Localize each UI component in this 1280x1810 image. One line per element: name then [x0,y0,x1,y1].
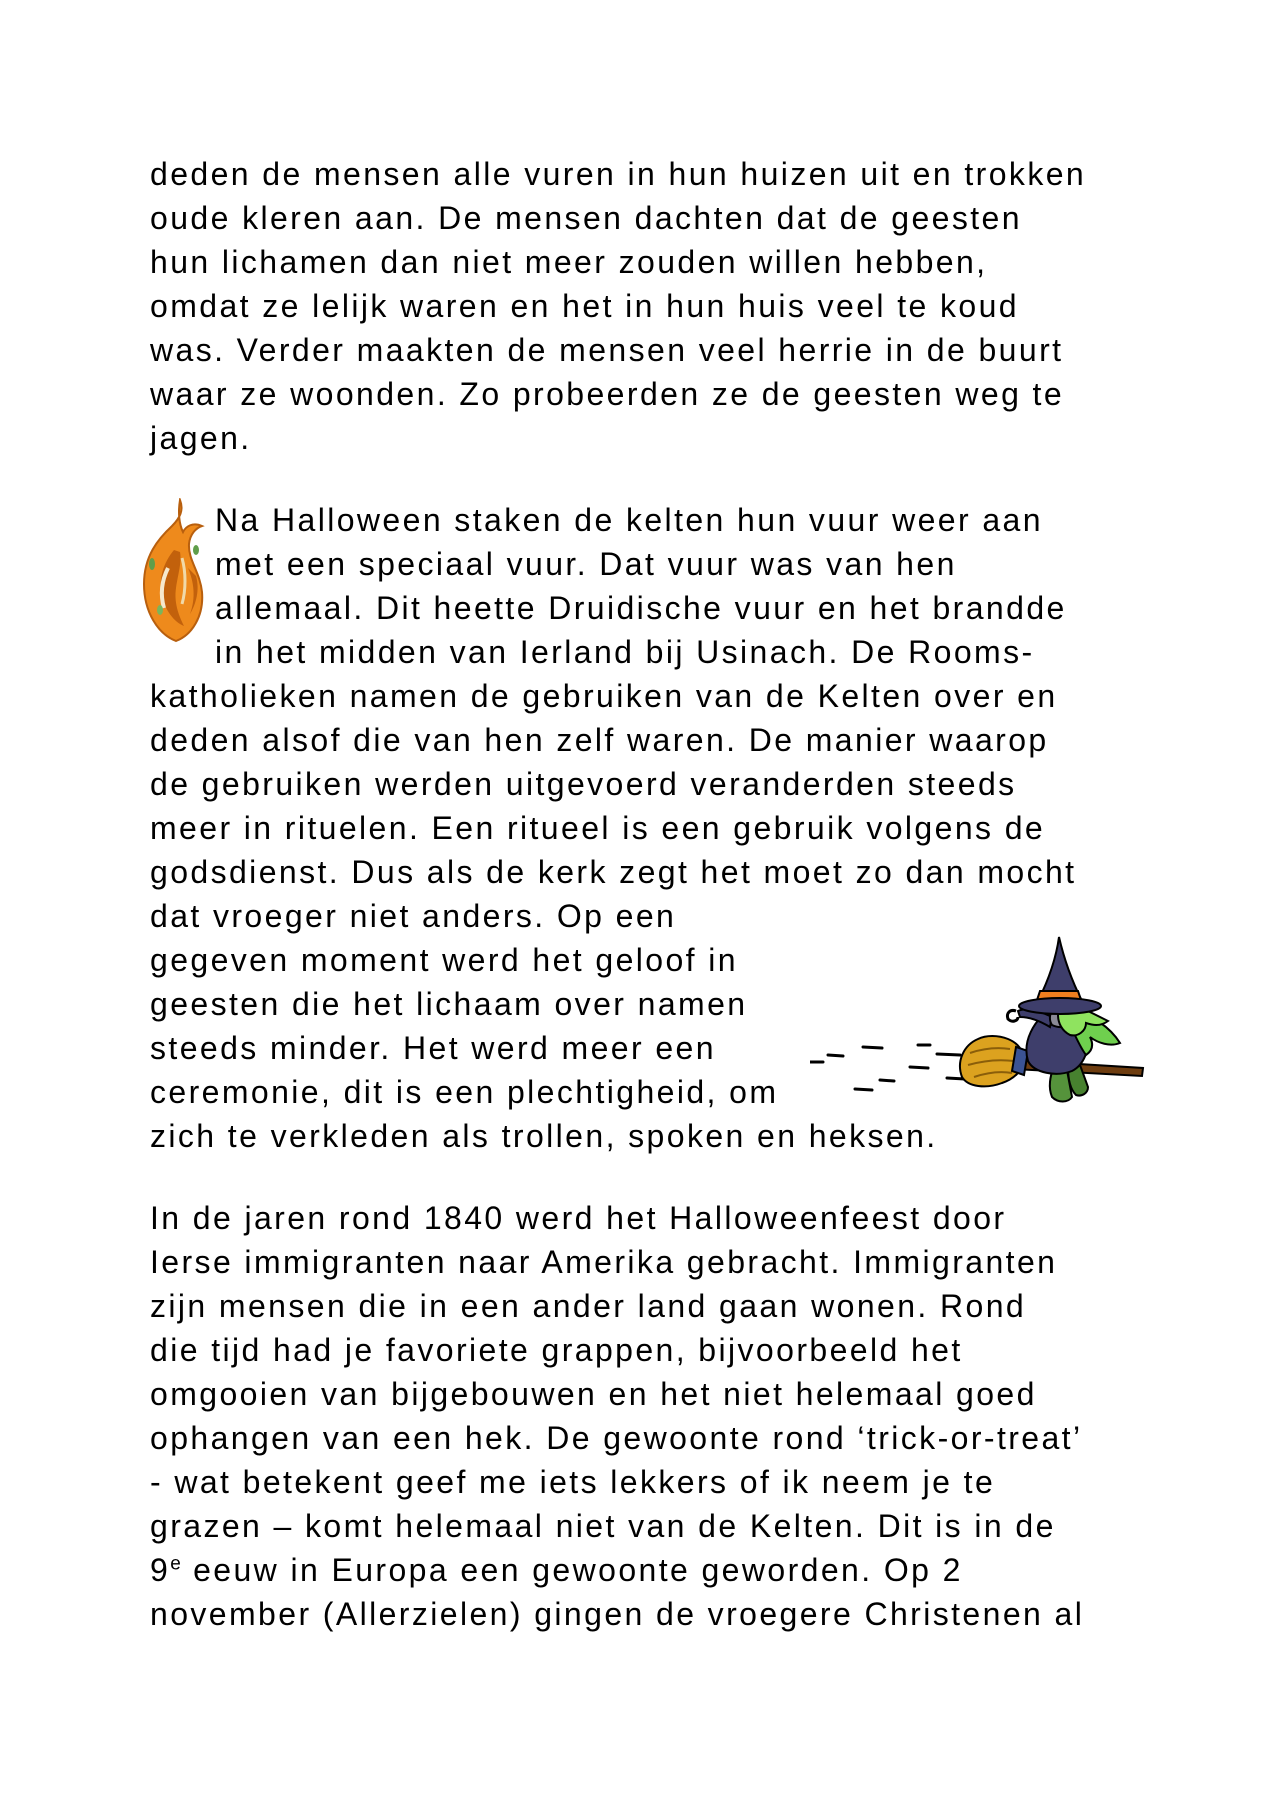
text-line: waar ze woonden. Zo probeerden ze de geesten weg te [150,376,1065,412]
text-line: november (Allerzielen) gingen de vroegere Christenen al [150,1596,1085,1632]
text-line: jagen. [150,420,252,456]
text-line: Na Halloween staken de kelten hun vuur weer aan [215,502,1043,538]
text-line [150,1548,1084,1592]
text-line: allemaal. Dit heette Druidische vuur en het brandde [215,590,1067,626]
text-line: omdat ze lelijk waren en het in hun huis veel te koud [150,288,1019,324]
text-line: steeds minder. Het werd meer een [150,1030,716,1066]
text-line: grazen – komt helemaal niet van de Kelten. Dit is in de [150,1508,1056,1544]
text-line: geesten die het lichaam over namen [150,986,748,1022]
line-base-text: 9 [150,1552,171,1588]
paragraph-1 [150,152,1086,460]
text-line: zich te verkleden als trollen, spoken en heksen. [150,1118,938,1154]
text-line: katholieken namen de gebruiken van de Kelten over en [150,678,1058,714]
paragraph-3 [150,1196,1084,1636]
text-line: ophangen van een hek. De gewoonte rond ‘trick-or-treat’ [150,1420,1083,1456]
text-line: zijn mensen die in een ander land gaan wonen. Rond [150,1288,1027,1324]
motion-dashes-icon [810,1045,965,1090]
text-line: gegeven moment werd het geloof in [150,942,738,978]
superscript-e: e [170,1553,182,1575]
text-line: Ierse immigranten naar Amerika gebracht. Immigranten [150,1244,1058,1280]
text-line: meer in rituelen. Een ritueel is een gebruik volgens de [150,810,1046,846]
witch-on-broom-icon [810,933,1155,1108]
line-rest-text: eeuw in Europa een gewoonte geworden. Op 2 [181,1552,963,1588]
text-line: die tijd had je favoriete grappen, bijvoorbeeld het [150,1332,963,1368]
text-line: in het midden van Ierland bij Usinach. De Rooms- [215,634,1035,670]
text-line: godsdienst. Dus als de kerk zegt het moet zo dan mocht [150,854,1077,890]
text-line: deden alsof die van hen zelf waren. De manier waarop [150,722,1049,758]
text-line: ceremonie, dit is een plechtigheid, om [150,1074,779,1110]
text-line: met een speciaal vuur. Dat vuur was van hen [215,546,957,582]
text-line: de gebruiken werden uitgevoerd veranderden steeds [150,766,1017,802]
text-line: In de jaren rond 1840 werd het Halloweenfeest door [150,1200,1007,1236]
text-line: oude kleren aan. De mensen dachten dat de geesten [150,200,1022,236]
text-line: omgooien van bijgebouwen en het niet helemaal goed [150,1376,1037,1412]
text-line: hun lichamen dan niet meer zouden willen hebben, [150,244,988,280]
text-line: deden de mensen alle vuren in hun huizen uit en trokken [150,156,1087,192]
witch-clipart-image [810,933,1155,1108]
text-line: - wat betekent geef me iets lekkers of ik neem je te [150,1464,996,1500]
text-line: was. Verder maakten de mensen veel herrie in de buurt [150,332,1064,368]
text-line: dat vroeger niet anders. Op een [150,898,677,934]
